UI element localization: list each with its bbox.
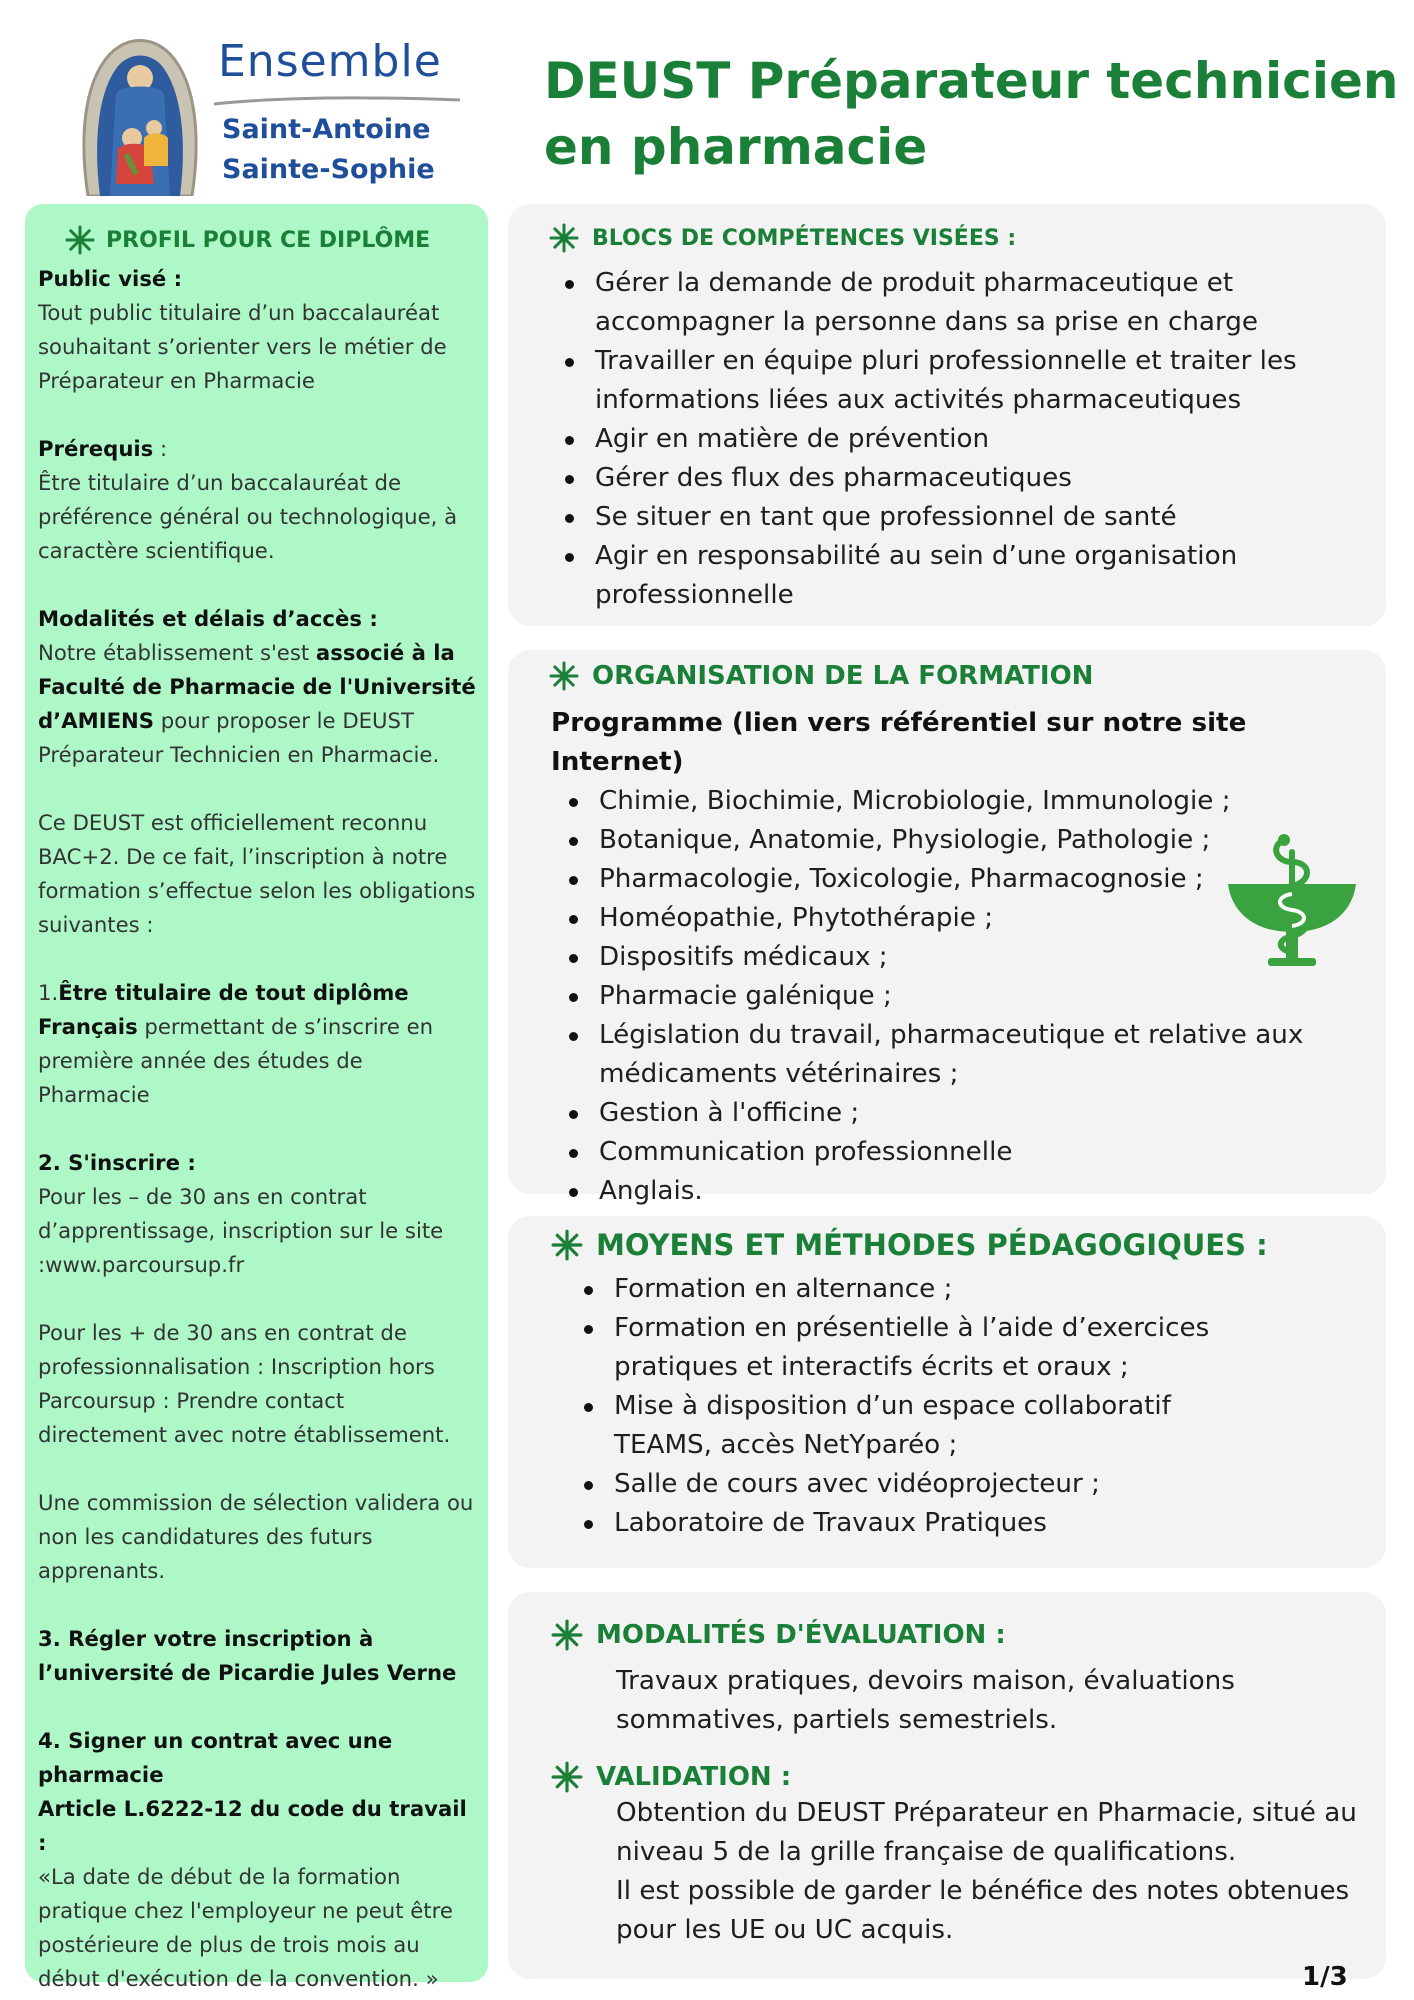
methods-heading: MOYENS ET MÉTHODES PÉDAGOGIQUES : <box>596 1228 1268 1262</box>
profile-header <box>64 224 476 256</box>
organisation-heading: ORGANISATION DE LA FORMATION <box>592 661 1094 691</box>
evaluation-heading: MODALITÉS D'ÉVALUATION : <box>596 1620 1006 1650</box>
list-item: Formation en présentielle à l’aide d’exercices pratiques et interactifs écrits et oraux ; <box>614 1309 1234 1387</box>
prereq-text: Être titulaire d’un baccalauréat de préférence général ou technologique, à caractère scientifique. <box>38 470 458 563</box>
access-text-1: Notre établissement s'est <box>38 640 316 665</box>
skills-list <box>595 264 1355 615</box>
access-bold: associé à la Faculté de Pharmacie de l'Université d’AMIENS <box>38 640 476 733</box>
brand-line-1: Saint-Antoine <box>222 114 431 145</box>
profile-body <box>38 262 476 1996</box>
evaluation-text: Travaux pratiques, devoirs maison, évaluations sommatives, partiels semestriels. <box>616 1666 1235 1735</box>
profile-panel <box>25 204 488 1991</box>
asterisk-icon <box>550 1228 584 1262</box>
skills-card <box>508 204 1386 626</box>
asterisk-icon <box>548 222 580 254</box>
commission-text: Une commission de sélection validera ou non les candidatures des futurs apprenants. <box>38 1490 474 1583</box>
list-item: Botanique, Anatomie, Physiologie, Pathologie ; <box>599 821 1349 860</box>
list-item: Salle de cours avec vidéoprojecteur ; <box>614 1465 1234 1504</box>
access-text-2: pour proposer le DEUST Préparateur Technicien en Pharmacie. <box>38 708 440 767</box>
validation-heading: VALIDATION : <box>596 1762 792 1792</box>
brand-name: Ensemble <box>218 36 442 87</box>
list-item: Gérer la demande de produit pharmaceutique et accompagner la personne dans sa prise en charge <box>595 264 1355 342</box>
list-item: Agir en responsabilité au sein d’une organisation professionnelle <box>595 537 1355 615</box>
methods-list <box>614 1270 1234 1543</box>
list-item: Gestion à l'officine ; <box>599 1094 1349 1133</box>
step2-label: 2. S'inscrire : <box>38 1150 196 1175</box>
organisation-header <box>548 660 1386 692</box>
list-item: Communication professionnelle <box>599 1133 1349 1172</box>
organisation-card <box>508 650 1386 1206</box>
brand-line-2: Sainte-Sophie <box>222 154 435 185</box>
list-item: Législation du travail, pharmaceutique et relative aux médicaments vétérinaires ; <box>599 1016 1349 1094</box>
step4-label: 4. Signer un contrat avec une pharmacie <box>38 1728 393 1787</box>
list-item: Travailler en équipe pluri professionnelle et traiter les informations liées aux activités pharmaceutiques <box>595 342 1355 420</box>
list-item: Formation en alternance ; <box>614 1270 1234 1309</box>
list-item: Dispositifs médicaux ; <box>599 938 1349 977</box>
page-title: DEUST Préparateur technicien en pharmacie <box>544 52 1399 176</box>
list-item: Homéopathie, Phytothérapie ; <box>599 899 1349 938</box>
logo <box>70 30 490 200</box>
access-label: Modalités et délais d’accès : <box>38 606 378 631</box>
public-label: Public visé : <box>38 266 183 291</box>
evaluation-card <box>508 1592 1386 1979</box>
prereq-colon: : <box>153 436 168 461</box>
asterisk-icon <box>548 660 580 692</box>
methods-card <box>508 1216 1386 1568</box>
step1-bold: Être titulaire de tout diplôme Français <box>38 980 409 1039</box>
list-item: Laboratoire de Travaux Pratiques <box>614 1504 1234 1543</box>
skills-heading: BLOCS DE COMPÉTENCES VISÉES : <box>592 225 1017 251</box>
methods-header <box>550 1228 1386 1262</box>
prereq-label: Prérequis <box>38 436 154 461</box>
list-item: Se situer en tant que professionnel de santé <box>595 498 1355 537</box>
asterisk-icon <box>64 224 96 256</box>
evaluation-header <box>550 1618 1386 1652</box>
list-item: Chimie, Biochimie, Microbiologie, Immunologie ; <box>599 782 1349 821</box>
step2-text-b: Pour les + de 30 ans en contrat de professionnalisation : Inscription hors Parcoursup : Prendre contact directement avec notre établissement. <box>38 1320 451 1447</box>
list-item: Agir en matière de prévention <box>595 420 1355 459</box>
article-label: Article L.6222-12 du code du travail : <box>38 1796 467 1855</box>
asterisk-icon <box>550 1760 584 1794</box>
program-label: Programme (lien vers référentiel sur notre site Internet) <box>551 708 1247 777</box>
list-item: Mise à disposition d’un espace collaboratif TEAMS, accès NetYparéo ; <box>614 1387 1234 1465</box>
recognized-text: Ce DEUST est officiellement reconnu BAC+2. De ce fait, l’inscription à notre formation s’effectue selon les obligations suivantes : <box>38 810 476 937</box>
caduceus-icon <box>1228 832 1356 974</box>
list-item: Anglais. <box>599 1172 1349 1211</box>
step2-text-a: Pour les – de 30 ans en contrat d’apprentissage, inscription sur le site :www.parcoursup.fr <box>38 1184 444 1277</box>
brand-underline <box>212 94 462 108</box>
virgin-icon <box>70 34 210 196</box>
list-item: Gérer des flux des pharmaceutiques <box>595 459 1355 498</box>
article-text: «La date de début de la formation pratique chez l'employeur ne peut être postérieure de plus de trois mois au début d'exécution de la convention. » <box>38 1864 453 1991</box>
validation-header <box>550 1760 1386 1794</box>
skills-header <box>548 222 1386 254</box>
validation-text-2: Il est possible de garder le bénéfice des notes obtenues pour les UE ou UC acquis. <box>616 1876 1350 1945</box>
public-text: Tout public titulaire d’un baccalauréat souhaitant s’orienter vers le métier de Préparateur en Pharmacie <box>38 300 447 393</box>
page-number: 1/3 <box>1302 1962 1348 1992</box>
list-item: Pharmacie galénique ; <box>599 977 1349 1016</box>
step1-num: 1. <box>38 980 59 1005</box>
validation-text-1: Obtention du DEUST Préparateur en Pharmacie, situé au niveau 5 de la grille française de qualifications. <box>616 1798 1357 1867</box>
step1-text: permettant de s’inscrire en première année des études de Pharmacie <box>38 1014 434 1107</box>
asterisk-icon <box>550 1618 584 1652</box>
validation-text <box>616 1794 1406 1950</box>
profile-heading: PROFIL POUR CE DIPLÔME <box>106 227 431 253</box>
list-item: Pharmacologie, Toxicologie, Pharmacognosie ; <box>599 860 1349 899</box>
step3-label: 3. Régler votre inscription à l’université de Picardie Jules Verne <box>38 1626 457 1685</box>
